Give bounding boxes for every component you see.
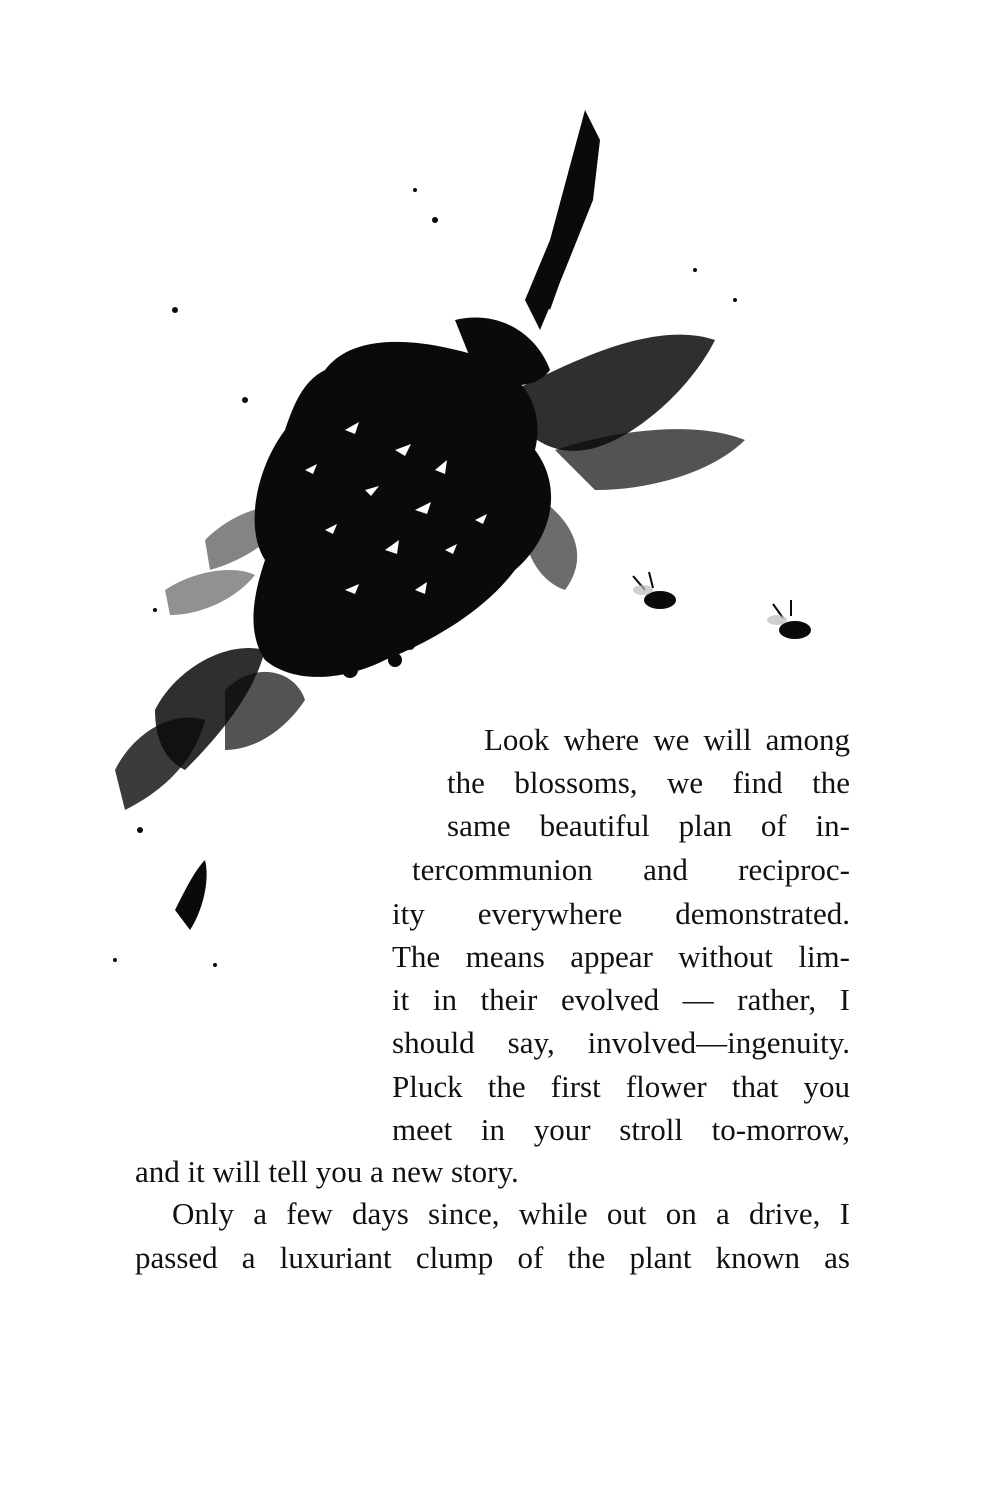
paragraph-2-line-1: Only a few days since, while out on a drive, I [172, 1196, 850, 1231]
paragraph-1-line-5: ity everywhere demonstrated. [392, 896, 850, 931]
paragraph-1-line-1: Look where we will among [484, 722, 850, 757]
paragraph-1-line-2: the blossoms, we find the [447, 765, 850, 800]
paragraph-1-line-7: it in their evolved — rather, I [392, 982, 850, 1017]
paragraph-2-line-2: passed a luxuriant clump of the plant known as [135, 1240, 850, 1275]
paragraph-1-line-8: should say, involved—ingenuity. [392, 1025, 850, 1060]
paragraph-1-line-6: The means appear without lim- [392, 939, 850, 974]
paragraph-1-line-11: and it will tell you a new story. [135, 1154, 519, 1189]
bee-icon [767, 600, 811, 639]
paragraph-1-line-4: tercommunion and reciproc- [412, 852, 850, 887]
bee-icon [633, 572, 676, 609]
paragraph-1-line-3: same beautiful plan of in- [447, 808, 850, 843]
paragraph-1-line-9: Pluck the first flower that you [392, 1069, 850, 1104]
paragraph-1-line-10: meet in your stroll to-morrow, [392, 1112, 850, 1147]
